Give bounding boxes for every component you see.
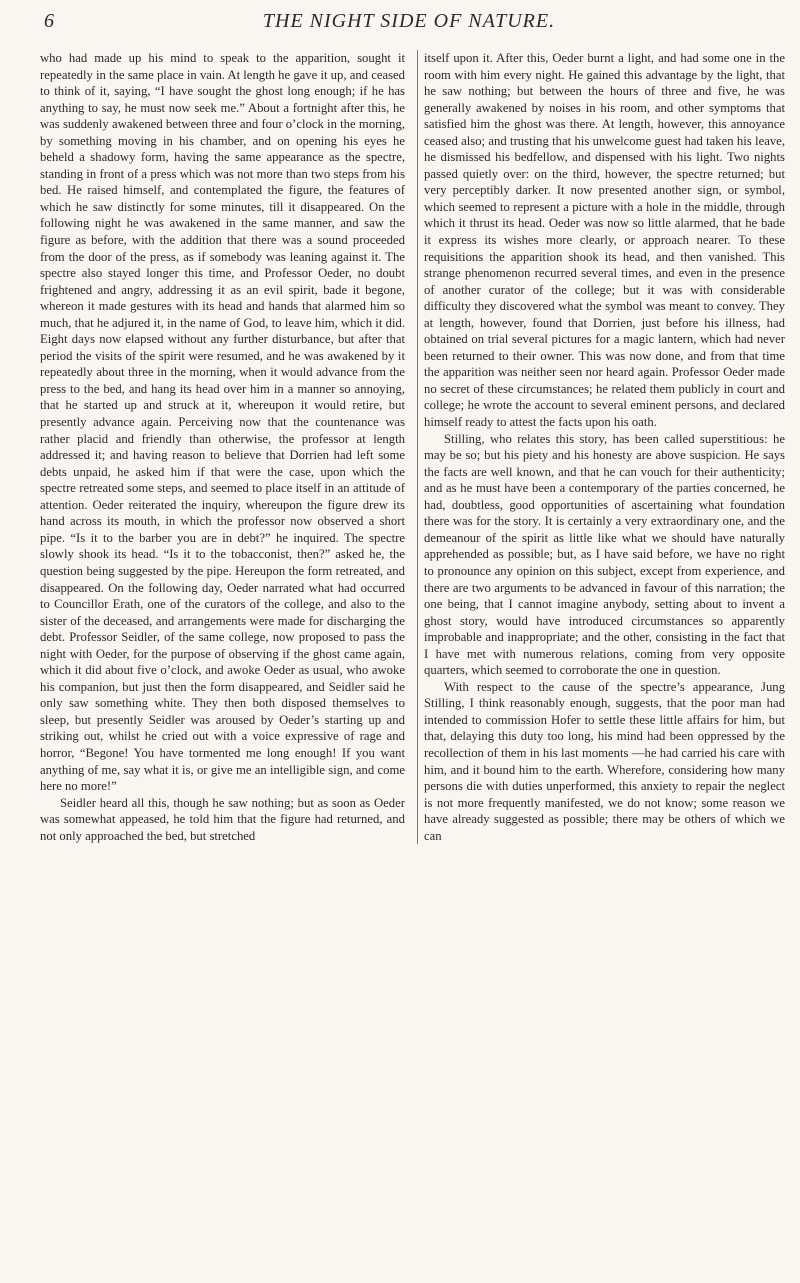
paragraph: With respect to the cause of the spectre’s appearance, Jung Stilling, I think reasonably enough, suggests, that the poor man had intended to commission Hofer to settle these little affairs for him, but that, delaying this duty too long, his mind had been oppressed by the recollection of them in his last moments —he had carried his care with him, and it bound him to the earth. Wherefore, considering how many persons die with duties unperformed, this anxiety to repair the neglect is not more frequently manifested, we do not know; some reason we have already suggested as possible; there may be others of which we can (424, 679, 785, 843)
paragraph: itself upon it. After this, Oeder burnt a light, and had some one in the room with him every night. He gained this advantage by the light, that he saw nothing; but between the hours of three and five, he was generally awakened by noises in his room, and other symptoms that satisfied him the ghost was there. At length, however, this annoyance ceased also; and trusting that his unwelcome guest had taken his leave, he dismissed his bedfellow, and dispensed with his light. Two nights passed quietly over: on the third, however, the spectre returned; but very perceptibly darker. It now presented another sign, or symbol, which seemed to represent a picture with a hole in the middle, through which it thrust its head. Oeder was now so little alarmed, that he bade it express its wishes more clearly, or approach nearer. To these requisitions the apparition shook its head, and then vanished. This strange phenomenon recurred several times, and even in the presence of another curator of the college; but it was with considerable difficulty they discovered what the symbol was meant to convey. They at length, however, found that Dorrien, just before his illness, had obtained on trial several pictures for a magic lantern, which had never been returned to their owner. This was now done, and from that time the apparition was neither seen nor heard again. Professor Oeder made no secret of these circumstances; he related them publicly in court and college; he wrote the account to several eminent persons, and declared himself ready to attest the facts upon his oath. (424, 51, 785, 430)
paragraph: who had made up his mind to speak to the apparition, sought it repeatedly in the same place in vain. At length he gave it up, and ceased to think of it, saying, “I have sought the ghost long enough; if he has anything to say, he must now seek me.” About a fortnight after this, he was suddenly awakened between three and four o’clock in the morning, by something moving in his chamber, and on opening his eyes he beheld a shadowy form, having the same appearance as the spectre, standing in front of a press which was not more than two steps from his bed. He raised himself, and contemplated the figure, the features of which he saw distinctly for some minutes, till it disappeared. On the following night he was awakened in the same manner, and saw the figure as before, with the addition that there was a sound proceeded from the door of the press, as if somebody was leaning against it. The spectre also stayed longer this time, and Professor Oeder, no doubt frightened and angry, addressing it as an evil spirit, bade it begone, whereon it made gestures with its head and hands that alarmed him so much, that he adjured it, in the name of God, to leave him, which it did. Eight days now elapsed without any further disturbance, but after that period the visits of the spirit were resumed, and he was awakened by it repeatedly about three in the morning, when it would advance from the press to the bed, and hang its head over him in a manner so annoying, that he started up and struck at it, whereupon it would retire, but presently advance again. Perceiving now that the countenance was rather placid and friendly than otherwise, the professor at length addressed it; and having reason to believe that Dorrien had left some debts unpaid, he asked him if that were the case, upon which the spectre retreated some steps, and seemed to place itself in an attitude of attention. Oeder reiterated the inquiry, whereupon the figure drew its hand across its mouth, in which the professor now observed a short pipe. “Is it to the barber you are in debt?” he inquired. The spectre slowly shook its head. “Is it to the tobacconist, then?” asked he, the question being suggested by the pipe. Hereupon the form retreated, and disappeared. On the following day, Oeder narrated what had occurred to Councillor Erath, one of the curators of the college, and also to the sister of the deceased, and arrangements were made for discharging the debt. Professor Seidler, of the same college, now proposed to pass the night with Oeder, for the purpose of observing if the ghost came again, which it did about five o’clock, and awoke Oeder as usual, who awoke his companion, but just then the form disappeared, and Seidler said he only saw something white. They then both disposed themselves to sleep, but presently Seidler was aroused by Oeder’s starting up and striking out, whilst he cried out with a voice expressive of rage and horror, “Begone! You have tormented me long enough! If you want anything of me, say what it is, or give me an intelligible sign, and come here no more!” (40, 51, 405, 794)
paragraph: Stilling, who relates this story, has been called superstitious: he may be so; but his piety and his honesty are above suspicion. He says the facts are well known, and that he can vouch for their authenticity; and as he must have been a contemporary of the parties concerned, he had, doubtless, good opportunities of ascertaining what foundation there was for the story. It is certainly a very extraordinary one, and the demeanour of the spirit as little like what we should have naturally apprehended as possible; but, as I have said before, we have no right to pronounce any opinion on this subject, except from experience, and there are two arguments to be advanced in favour of this narration; the one being, that I cannot imagine anybody, setting about to invent a ghost story, would have introduced circumstances so apparently improbable and inappropriate; and the other, consisting in the fact that I have met with numerous relations, coming from very opposite quarters, which seemed to corroborate the one in question. (424, 431, 785, 678)
left-column (40, 50, 405, 844)
running-head: THE NIGHT SIDE OF NATURE. (262, 10, 556, 32)
right-column (417, 50, 785, 844)
paragraph: Seidler heard all this, though he saw nothing; but as soon as Oeder was somewhat appeased, he told him that the figure had returned, and not only approached the bed, but stretched (40, 795, 405, 843)
page-number: 6 (44, 10, 54, 32)
text-columns (40, 50, 790, 1270)
page-header (40, 6, 778, 36)
